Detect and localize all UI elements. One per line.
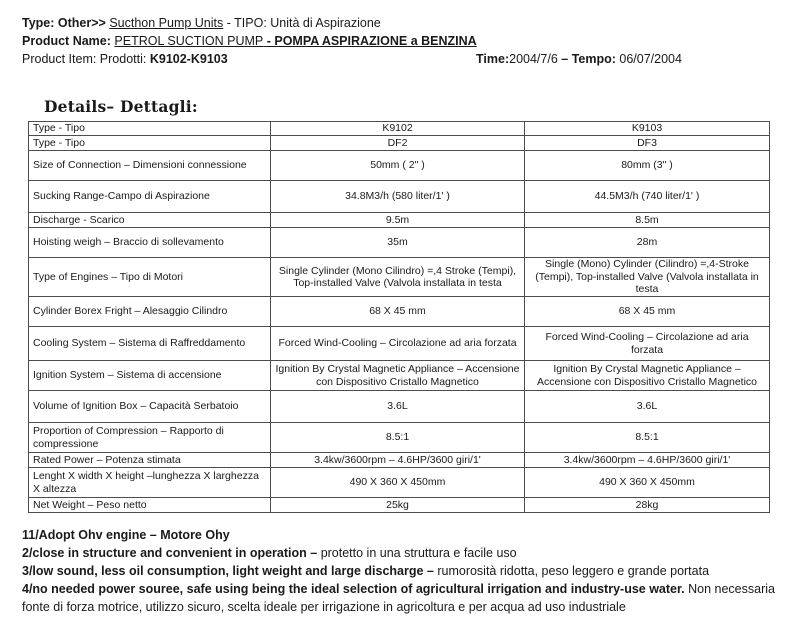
- details-heading: Details– Dettagli:: [44, 97, 198, 116]
- feature-1: 11/Adopt Ohv engine – Motore Ohy: [22, 528, 230, 542]
- row-label: Volume of Ignition Box – Capacità Serbatoio: [29, 391, 271, 423]
- k9102-value: 3.6L: [271, 391, 525, 423]
- table-row: [29, 213, 770, 228]
- feature-2: [22, 544, 794, 562]
- row-label: Hoisting weigh – Braccio di sollevamento: [29, 228, 271, 258]
- feature-3: [22, 562, 794, 580]
- time-label: Time:: [476, 52, 510, 66]
- k9102-value: 25kg: [271, 498, 525, 513]
- k9103-value: 3.4kw/3600rpm – 4.6HP/3600 giri/1': [525, 453, 770, 468]
- table-row: [29, 136, 770, 151]
- row-label: Cylinder Borex Fright – Alesaggio Cilindro: [29, 297, 271, 327]
- k9102-value: 3.4kw/3600rpm – 4.6HP/3600 giri/1': [271, 453, 525, 468]
- k9102-value: 8.5:1: [271, 423, 525, 453]
- k9102-value: 490 X 360 X 450mm: [271, 468, 525, 498]
- tempo-label: – Tempo:: [557, 52, 620, 66]
- row-label: Type of Engines – Tipo di Motori: [29, 258, 271, 297]
- type-line: [22, 16, 381, 30]
- table-row: [29, 498, 770, 513]
- k9102-value: 68 X 45 mm: [271, 297, 525, 327]
- row-label: Lenght X width X height –lunghezza X larghezza X altezza: [29, 468, 271, 498]
- k9103-value: 44.5M3/h (740 liter/1' ): [525, 181, 770, 213]
- row-label: Discharge - Scarico: [29, 213, 271, 228]
- time-value: 2004/7/6: [509, 52, 558, 66]
- k9103-value: 80mm (3" ): [525, 151, 770, 181]
- table-row: [29, 391, 770, 423]
- row-label: Rated Power – Potenza stimata: [29, 453, 271, 468]
- k9103-value: 68 X 45 mm: [525, 297, 770, 327]
- k9103-value: 490 X 360 X 450mm: [525, 468, 770, 498]
- k9102-value: Single Cylinder (Mono Cilindro) =,4 Stroke (Tempi), Top-installed Valve (Valvola installata in testa: [271, 258, 525, 297]
- row-label: Proportion of Compression – Rapporto di compressione: [29, 423, 271, 453]
- table-row: [29, 151, 770, 181]
- feature-4: [22, 580, 794, 598]
- row-label: Sucking Range-Campo di Aspirazione: [29, 181, 271, 213]
- k9103-value: Ignition By Crystal Magnetic Appliance – Accensione con Dispositivo Cristallo Magnetico: [525, 361, 770, 391]
- table-row: [29, 423, 770, 453]
- feature-4-en: 4/no needed power souree, safe using being the ideal selection of agricultural irrigation and industry-use water.: [22, 582, 685, 596]
- spec-table: [28, 121, 770, 513]
- type-label: Type: Other>>: [22, 16, 106, 30]
- row-label: Size of Connection – Dimensioni connessione: [29, 151, 271, 181]
- product-item-value: K9102-K9103: [149, 52, 228, 66]
- k9103-value: DF3: [525, 136, 770, 151]
- type-category-link[interactable]: Sucthon Pump Units: [109, 16, 224, 30]
- table-row: [29, 297, 770, 327]
- k9102-value: Ignition By Crystal Magnetic Appliance – Accensione con Dispositivo Cristallo Magnetico: [271, 361, 525, 391]
- k9103-value: 28m: [525, 228, 770, 258]
- feature-3-it: rumorosità ridotta, peso leggero e grande portata: [437, 564, 710, 578]
- type-italian: - TIPO: Unità di Aspirazione: [223, 16, 381, 30]
- table-row: [29, 228, 770, 258]
- k9103-value: 28kg: [525, 498, 770, 513]
- table-row: [29, 122, 770, 136]
- feature-2-it: protetto in una struttura e facile uso: [320, 546, 517, 560]
- k9103-value: 8.5:1: [525, 423, 770, 453]
- table-row: [29, 258, 770, 297]
- k9103-value: K9103: [525, 122, 770, 136]
- feature-3-en: 3/low sound, less oil consumption, light weight and large discharge –: [22, 564, 438, 578]
- product-name-line: [22, 34, 477, 48]
- k9103-value: Single (Mono) Cylinder (Cilindro) =,4-Stroke (Tempi), Top-installed Valve (Valvola installata in testa: [525, 258, 770, 297]
- row-label: Type - Tipo: [29, 122, 271, 136]
- product-name-italian: - POMPA ASPIRAZIONE a BENZINA: [263, 34, 477, 48]
- feature-4-continued: fonte di forza motrice, utilizzo sicuro, scelta ideale per irrigazione in agricoltura e per acqua ad uso industriale: [22, 600, 626, 614]
- table-row: [29, 453, 770, 468]
- table-row: [29, 181, 770, 213]
- time-info: [476, 52, 682, 66]
- table-row: [29, 361, 770, 391]
- table-row: [29, 468, 770, 498]
- k9103-value: 3.6L: [525, 391, 770, 423]
- k9102-value: DF2: [271, 136, 525, 151]
- features-list: [22, 526, 794, 616]
- k9102-value: 50mm ( 2" ): [271, 151, 525, 181]
- k9103-value: 8.5m: [525, 213, 770, 228]
- table-row: [29, 327, 770, 361]
- k9103-value: Forced Wind-Cooling – Circolazione ad aria forzata: [525, 327, 770, 361]
- row-label: Type - Tipo: [29, 136, 271, 151]
- k9102-value: 35m: [271, 228, 525, 258]
- tempo-value: 06/07/2004: [619, 52, 682, 66]
- product-item-label: Product Item: Prodotti:: [22, 52, 150, 66]
- k9102-value: 9.5m: [271, 213, 525, 228]
- feature-2-en: 2/close in structure and convenient in operation –: [22, 546, 321, 560]
- product-name-value: PETROL SUCTION PUMP: [114, 34, 264, 48]
- k9102-value: K9102: [271, 122, 525, 136]
- feature-4-it: Non necessaria: [684, 582, 775, 596]
- product-name-label: Product Name:: [22, 34, 115, 48]
- product-item-line: [22, 52, 686, 66]
- k9102-value: 34.8M3/h (580 liter/1' ): [271, 181, 525, 213]
- row-label: Ignition System – Sistema di accensione: [29, 361, 271, 391]
- k9102-value: Forced Wind-Cooling – Circolazione ad aria forzata: [271, 327, 525, 361]
- row-label: Net Weight – Peso netto: [29, 498, 271, 513]
- row-label: Cooling System – Sistema di Raffreddamento: [29, 327, 271, 361]
